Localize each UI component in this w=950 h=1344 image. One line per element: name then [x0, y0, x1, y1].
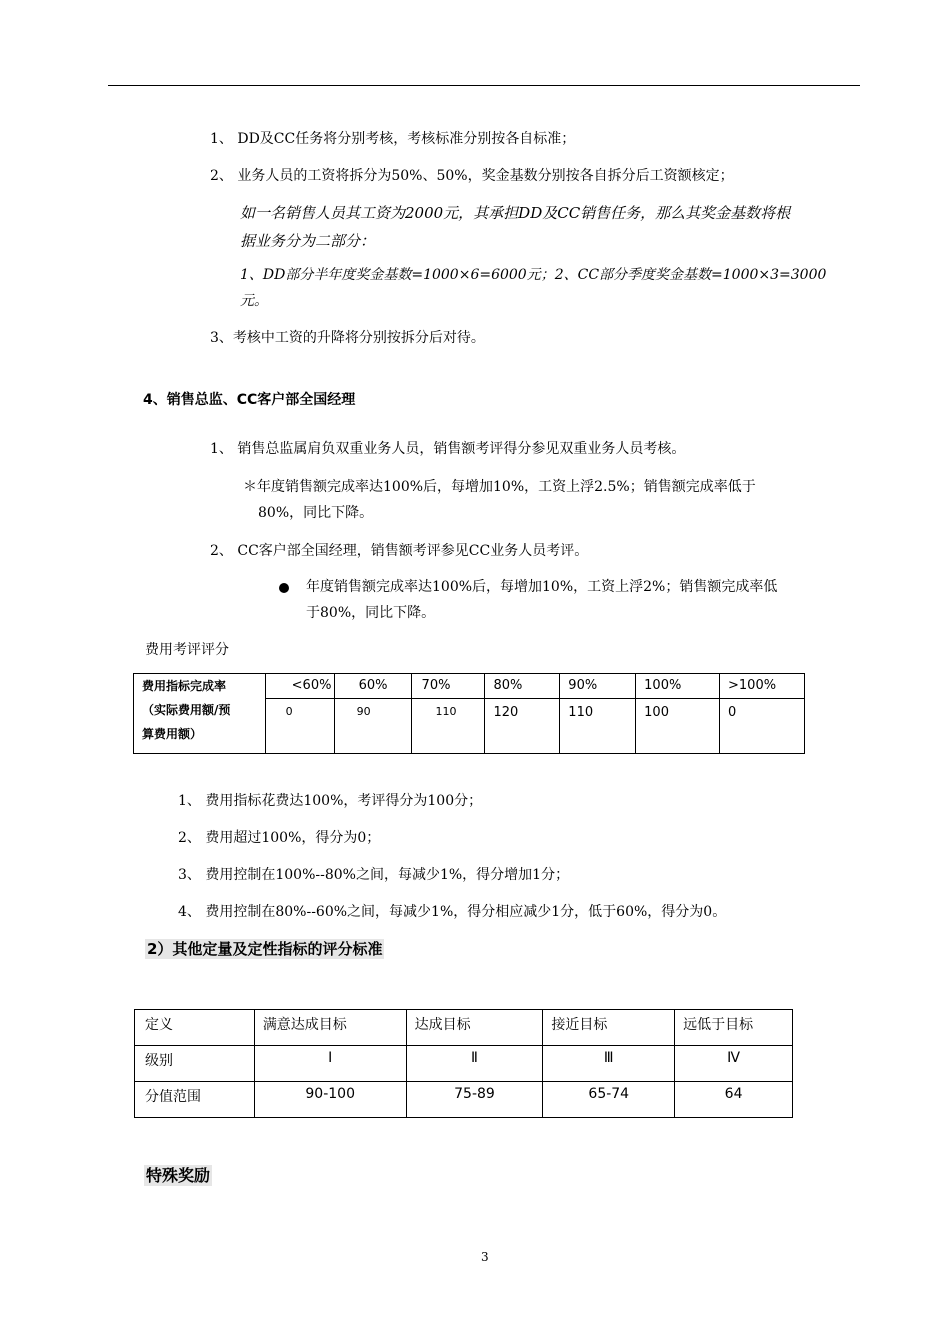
- grade-table: [134, 1009, 793, 1118]
- fee-table: [133, 673, 805, 754]
- example-line-3: 1、DD部分半年度奖金基数=1000×6=6000元；2、CC部分季度奖金基数=1000×3=3000: [240, 267, 827, 283]
- fee-value-cell: 120: [485, 699, 560, 754]
- fee-header-cell: <60%: [265, 674, 334, 699]
- item-1: 1、 DD及CC任务将分别考核，考核标准分别按各自标准；: [210, 131, 576, 147]
- section-4-heading: 4、销售总监、CC客户部全国经理: [143, 392, 356, 408]
- grade-cell: 达成目标: [406, 1010, 543, 1046]
- fee-rule-1: 1、 费用指标花费达100%，考评得分为100分；: [178, 793, 483, 809]
- fee-header-cell: 70%: [411, 674, 485, 699]
- special-heading: 特殊奖励: [146, 1166, 211, 1185]
- fee-row-label: 费用指标完成率 （实际费用额/预 算费用额）: [134, 674, 266, 754]
- fee-value-cell: 0: [265, 699, 334, 754]
- fee-value-cell: 0: [720, 699, 805, 754]
- grade-cell: Ⅰ: [254, 1046, 406, 1082]
- example-line-1: 如一名销售人员其工资为2000元，其承担DD及CC销售任务，那么其奖金基数将根: [240, 204, 791, 222]
- section-4-item-1: 1、 销售总监属肩负双重业务人员，销售额考评得分参见双重业务人员考核。: [210, 441, 686, 457]
- grade-cell: Ⅳ: [675, 1046, 793, 1082]
- grade-cell: 满意达成目标: [254, 1010, 406, 1046]
- fee-rule-3: 3、 费用控制在100%--80%之间，每减少1%，得分增加1分；: [178, 867, 570, 883]
- fee-label: 费用考评评分: [145, 642, 229, 658]
- bullet-dot: [279, 581, 289, 597]
- grade-cell: 65-74: [543, 1082, 675, 1118]
- item-3: 3、考核中工资的升降将分别按拆分后对待。: [210, 330, 485, 346]
- fee-rule-2: 2、 费用超过100%，得分为0；: [178, 830, 381, 846]
- example-line-2: 据业务分为二部分：: [240, 232, 376, 250]
- item-2: 2、 业务人员的工资将拆分为50%、50%，奖金基数分别按各自拆分后工资额核定；: [210, 168, 734, 184]
- fee-value-cell: 110: [411, 699, 485, 754]
- grade-cell: Ⅱ: [406, 1046, 543, 1082]
- fee-header-cell: >100%: [720, 674, 805, 699]
- example-line-4: 元。: [240, 293, 268, 309]
- grade-cell: 远低于目标: [675, 1010, 793, 1046]
- section-4-item-2: 2、 CC客户部全国经理，销售额考评参见CC业务人员考评。: [210, 543, 589, 559]
- fee-header-cell: 90%: [560, 674, 636, 699]
- grade-cell: 分值范围: [135, 1082, 255, 1118]
- header-rule: [108, 85, 860, 86]
- fee-value-cell: 110: [560, 699, 636, 754]
- fee-value-cell: 90: [334, 699, 411, 754]
- fee-rule-4: 4、 费用控制在80%--60%之间，每减少1%，得分相应减少1分，低于60%，得分为0。: [178, 904, 727, 920]
- fee-header-cell: 60%: [334, 674, 411, 699]
- section-4-note-line-1: ＊年度销售额完成率达100%后，每增加10%，工资上浮2.5%；销售额完成率低于: [243, 479, 756, 495]
- fee-header-cell: 100%: [636, 674, 720, 699]
- section-4-note-line-2: 80%，同比下降。: [258, 505, 374, 521]
- page-number: 3: [481, 1250, 489, 1264]
- bullet-line-2: 于80%，同比下降。: [306, 605, 436, 621]
- grade-cell: 90-100: [254, 1082, 406, 1118]
- grade-cell: 定义: [135, 1010, 255, 1046]
- bullet-line-1: 年度销售额完成率达100%后，每增加10%，工资上浮2%；销售额完成率低: [306, 579, 778, 595]
- section-2-heading: 2）其他定量及定性指标的评分标准: [147, 940, 383, 958]
- grade-cell: 64: [675, 1082, 793, 1118]
- fee-header-cell: 80%: [485, 674, 560, 699]
- fee-value-cell: 100: [636, 699, 720, 754]
- grade-cell: Ⅲ: [543, 1046, 675, 1082]
- grade-cell: 级别: [135, 1046, 255, 1082]
- grade-cell: 接近目标: [543, 1010, 675, 1046]
- grade-cell: 75-89: [406, 1082, 543, 1118]
